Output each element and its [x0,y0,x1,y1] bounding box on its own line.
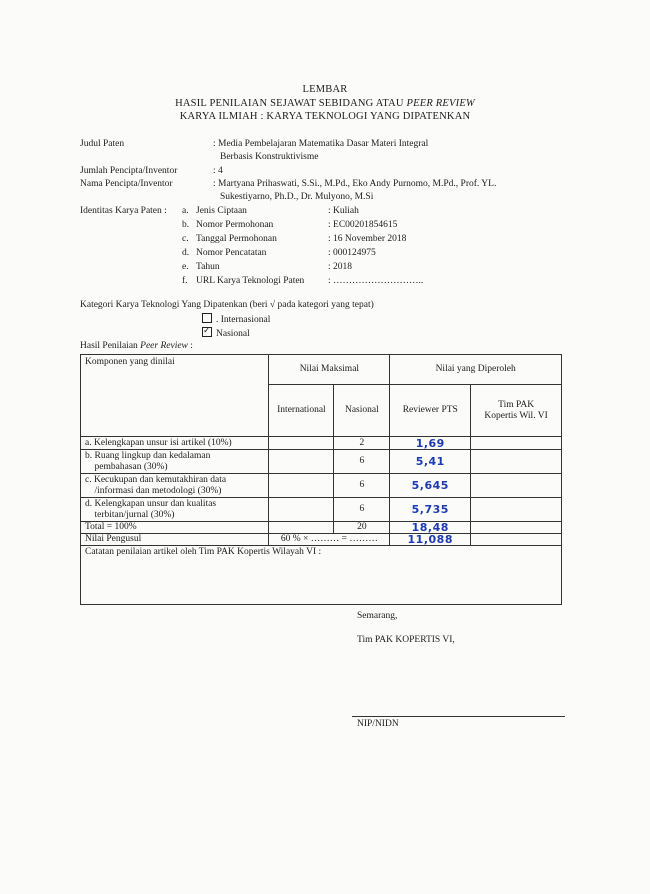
identitas-letter: c. [182,234,189,244]
komponen-line2: /informasi dan metodologi (30%) [94,485,222,496]
header-title [0,98,650,109]
footer-nip: NIP/NIDN [357,719,399,729]
identitas-item-label: Nomor Permohonan [196,220,274,230]
header-tim-pak [471,385,562,437]
tim-pak-cell [471,450,562,474]
komponen-cell [81,450,269,474]
review-table [80,354,562,605]
tim-pak-cell [471,522,562,534]
total-nasional: 20 [334,522,390,534]
header-nilai-maksimal: Nilai Maksimal [269,355,390,385]
tim-pak-cell [471,474,562,498]
nasional-cell: 6 [334,474,390,498]
identitas-item-label: Nomor Pencatatan [196,248,267,258]
international-cell [269,522,334,534]
header-tim-pak-line2: Kopertis Wil. VI [484,410,548,421]
kategori-label: Kategori Karya Teknologi Yang Dipatenkan (beri √ pada kategori yang tepat) [80,300,374,310]
komponen-line1: d. Kelengkapan unsur dan kualitas [85,498,217,509]
nama-value-2: Sukestiyarno, Ph.D., Dr. Mulyono, M.Si [220,192,374,202]
komponen-line1: b. Ruang lingkup dan kedalaman [85,450,211,461]
komponen-line2: terbitan/jurnal (30%) [94,509,175,520]
identitas-item-label: Tanggal Permohonan [196,234,277,244]
header-tim-pak-line1: Tim PAK [498,399,535,410]
identitas-letter: d. [182,248,190,258]
table-row [81,474,562,498]
judul-label: Judul Paten [80,139,125,149]
identitas-label: Identitas Karya Paten : [80,206,167,216]
identitas-item-value: : 16 November 2018 [328,234,407,244]
komponen-line2: pembahasan (30%) [94,461,168,472]
table-row [81,450,562,474]
header-komponen: Komponen yang dinilai [81,355,269,437]
nama-label: Nama Pencipta/Inventor [80,179,173,189]
international-cell [269,450,334,474]
international-cell [269,474,334,498]
komponen-line1: c. Kecukupan dan kemutakhiran data [85,474,227,485]
kategori-option-label: . Internasional [216,315,271,325]
header-reviewer-pts: Reviewer PTS [390,385,471,437]
header-international: International [269,385,334,437]
komponen-cell: a. Kelengkapan unsur isi artikel (10%) [81,437,269,450]
reviewer-score: 5,645 [390,474,471,498]
judul-value-2: Berbasis Konstruktivisme [220,152,319,162]
footer-city: Semarang, [357,611,398,621]
international-cell [269,498,334,522]
international-cell [269,437,334,450]
pengusul-label: Nilai Pengusul [81,534,269,546]
catatan-cell: Catatan penilaian artikel oleh Tim PAK Kopertis Wilayah VI : [81,546,562,605]
identitas-letter: a. [182,206,189,216]
header-nasional: Nasional [334,385,390,437]
komponen-cell [81,474,269,498]
hasil-label-prefix: Hasil Penilaian [80,341,141,351]
reviewer-score: 1,69 [390,437,471,450]
kategori-option-nasional[interactable] [202,327,250,339]
total-row [81,522,562,534]
identitas-item-value: : ……………………….. [328,276,424,286]
header-title-italic: PEER REVIEW [406,98,475,109]
signature-line [352,716,565,717]
header-title-prefix: HASIL PENILAIAN SEJAWAT SEBIDANG ATAU [175,98,407,109]
hasil-label [80,341,193,351]
nasional-cell: 6 [334,450,390,474]
header-subtitle: KARYA ILMIAH : KARYA TEKNOLOGI YANG DIPATENKAN [179,111,471,122]
checkbox-nasional[interactable] [202,327,212,337]
nama-value-1: : Martyana Prihaswati, S.Si., M.Pd., Eko Andy Purnomo, M.Pd., Prof. YL. [213,179,497,189]
catatan-row [81,546,562,605]
judul-value-1: : Media Pembelajaran Matematika Dasar Materi Integral [213,139,429,149]
identitas-item-value: : EC00201854615 [328,220,398,230]
header-lembar: LEMBAR [302,84,348,95]
nasional-cell: 6 [334,498,390,522]
total-reviewer-score: 18,48 [390,522,471,534]
identitas-item-label: URL Karya Teknologi Paten [196,276,305,286]
kategori-option-label: Nasional [216,329,250,339]
total-label: Total = 100% [81,522,269,534]
hasil-label-suffix: : [187,341,193,351]
identitas-item-value: : 000124975 [328,248,376,258]
jumlah-label: Jumlah Pencipta/Inventor [80,166,178,176]
jumlah-value: : 4 [213,166,223,176]
identitas-item-label: Jenis Ciptaan [196,206,247,216]
hasil-label-italic: Peer Review [140,341,188,351]
komponen-cell [81,498,269,522]
identitas-letter: e. [182,262,189,272]
pengusul-reviewer-score: 11,088 [390,534,471,546]
table-row [81,437,562,450]
identitas-letter: b. [182,220,190,230]
reviewer-score: 5,41 [390,450,471,474]
table-row [81,498,562,522]
pengusul-row [81,534,562,546]
header-nilai-diperoleh: Nilai yang Diperoleh [390,355,562,385]
tim-pak-cell [471,437,562,450]
identitas-item-label: Tahun [196,262,220,272]
footer-team: Tim PAK KOPERTIS VI, [357,635,455,645]
kategori-option-internasional[interactable] [202,313,270,325]
tim-pak-cell [471,498,562,522]
tim-pak-cell [471,534,562,546]
checkbox-internasional[interactable] [202,313,212,323]
identitas-letter: f. [182,276,188,286]
identitas-item-value: : Kuliah [328,206,359,216]
reviewer-score: 5,735 [390,498,471,522]
identitas-item-value: : 2018 [328,262,353,272]
nasional-cell: 2 [334,437,390,450]
pengusul-formula: 60 % × ……… = ……… [269,534,390,546]
